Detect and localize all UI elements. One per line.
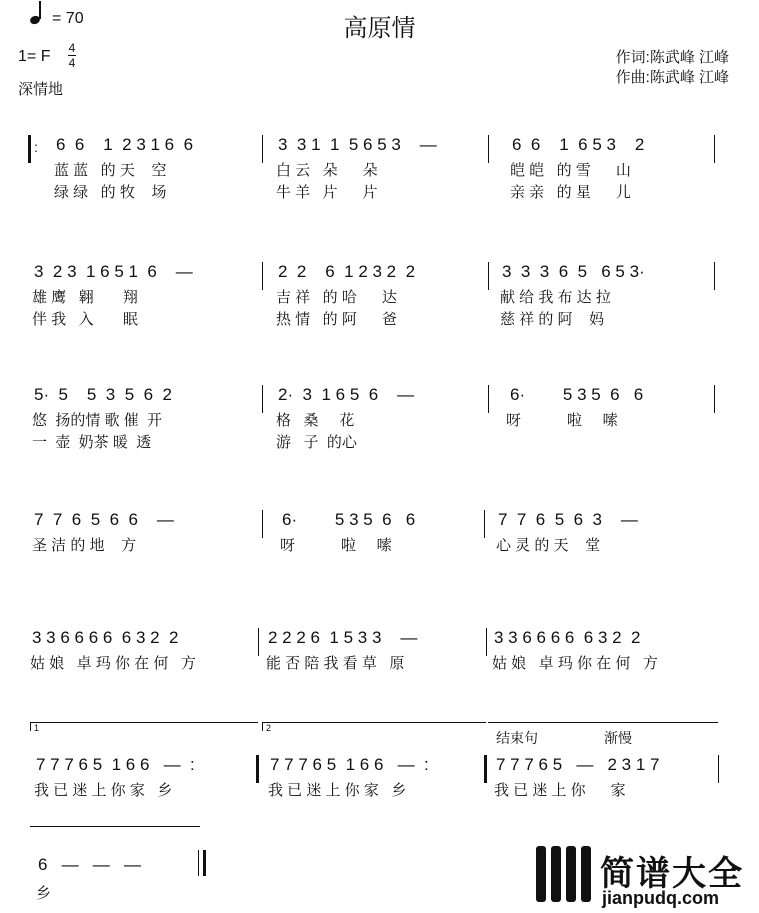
lyric-line-1: 皑 皑 的 雪 山	[510, 162, 631, 179]
lyric-line-2: 伴 我 入 眠	[32, 311, 138, 328]
final-barline-thin	[198, 850, 199, 876]
barline	[714, 135, 715, 163]
measure-4-notes: 3 2 3 1 6 5 1 6 —	[34, 262, 193, 281]
barline	[488, 135, 489, 163]
time-signature-top: 4	[68, 41, 76, 55]
lyric-line-1: 格 桑 花	[276, 412, 355, 429]
tempo-value: = 70	[52, 10, 84, 27]
final-barline-thick	[203, 850, 206, 876]
lyric-line-1: 我 已 迷 上 你 家 乡	[268, 782, 407, 799]
lyric-line-2: 一 壶 奶茶 暖 透	[32, 434, 152, 451]
score-row-3	[0, 385, 759, 495]
lyric-line-2: 绿 绿 的 牧 场	[54, 184, 167, 201]
measure-10-notes: 7 7 6 5 6 6 —	[34, 510, 174, 529]
ending-label: 结束句	[496, 731, 538, 747]
expression-marking: 深情地	[18, 81, 64, 98]
measure-12-notes: 7 7 6 5 6 3 —	[498, 510, 638, 529]
score-row-2	[0, 262, 759, 372]
lyric-line-1: 心 灵 的 天 堂	[496, 537, 601, 554]
piano-key	[566, 846, 576, 902]
lyric-line-1: 我 已 迷 上 你 家	[494, 782, 626, 799]
lyric-line-1: 姑 娘 卓 玛 你 在 何 方	[492, 655, 658, 672]
barline	[262, 385, 263, 413]
volta-first: 1	[30, 722, 258, 731]
barline	[488, 262, 489, 290]
measure-11-notes: 6· 5 3 5 6 6	[282, 510, 416, 529]
barline	[718, 755, 719, 783]
score-row-4	[0, 510, 759, 620]
lyric-line-1: 白 云 朵 朵	[276, 162, 378, 179]
lyric-line-1: 圣 洁 的 地 方	[32, 537, 137, 554]
piano-keys-icon	[536, 846, 592, 902]
composer-credit: 作曲:陈武峰 江峰	[615, 69, 729, 86]
final-lyric: 乡	[36, 885, 52, 902]
ritard-label: 渐慢	[604, 731, 632, 747]
barline	[714, 262, 715, 290]
lyric-line-2: 慈 祥 的 阿 妈	[500, 311, 605, 328]
final-measure-notes: 6 — — —	[38, 855, 141, 874]
site-logo	[536, 846, 756, 910]
time-signature-bottom: 4	[68, 56, 76, 70]
lyric-line-2: 游 子 的心	[276, 434, 357, 451]
lyric-line-1: 吉 祥 的 哈 达	[276, 289, 397, 306]
measure-14-notes: 2 2 2 6 1 5 3 3 —	[268, 628, 418, 647]
volta-second: 2	[262, 722, 486, 731]
measure-5-notes: 2 2 6 1 2 3 2 2	[278, 262, 416, 281]
measure-7-notes: 5· 5 5 3 5 6 2	[34, 385, 172, 404]
logo-url: jianpudq.com	[602, 888, 719, 908]
time-signature	[68, 42, 76, 69]
measure-18-notes: 7 7 7 6 5 — 2 3 1 7	[496, 755, 660, 774]
barline	[484, 510, 485, 538]
lyric-line-1: 呀 啦 嗦	[280, 537, 392, 554]
barline	[488, 385, 489, 413]
lyric-line-1: 姑 娘 卓 玛 你 在 何 方	[30, 655, 196, 672]
lyric-line-1: 悠 扬的情 歌 催 开	[32, 412, 163, 429]
tempo-marking	[52, 10, 84, 28]
coda-bracket	[488, 722, 718, 723]
piano-key	[581, 846, 591, 902]
repeat-end-barline	[484, 755, 487, 783]
measure-1-notes: 6 6 1 2 3 1 6 6	[56, 135, 194, 154]
measure-16-notes: 7 7 7 6 5 1 6 6 — :	[36, 755, 195, 774]
repeat-dots: :	[34, 139, 38, 155]
lyric-line-1: 蓝 蓝 的 天 空	[54, 162, 167, 179]
barline	[486, 628, 487, 656]
lyric-line-1: 呀 啦 嗦	[506, 412, 618, 429]
measure-8-notes: 2· 3 1 6 5 6 —	[278, 385, 415, 404]
page-title: 高原情	[343, 15, 416, 42]
measure-17-notes: 7 7 7 6 5 1 6 6 — :	[270, 755, 429, 774]
measure-13-notes: 3 3 6 6 6 6 6 3 2 2	[32, 628, 179, 647]
barline	[262, 135, 263, 163]
repeat-start-barline	[28, 135, 31, 163]
lyric-line-2: 牛 羊 片 片	[276, 184, 378, 201]
piano-key	[536, 846, 546, 902]
quarter-note-stem	[39, 1, 41, 19]
measure-9-notes: 6· 5 3 5 6 6	[510, 385, 644, 404]
final-bracket	[30, 826, 200, 827]
barline	[262, 262, 263, 290]
lyric-line-1: 献 给 我 布 达 拉	[500, 289, 611, 306]
lyricist-credit: 作词:陈武峰 江峰	[615, 49, 729, 66]
lyric-line-1: 能 否 陪 我 看 草 原	[266, 655, 405, 672]
key-signature: 1= F	[18, 48, 51, 65]
lyric-line-1: 雄 鹰 翱 翔	[32, 289, 138, 306]
barline	[258, 628, 259, 656]
lyric-line-2: 热 情 的 阿 爸	[276, 311, 397, 328]
piano-key	[551, 846, 561, 902]
barline	[714, 385, 715, 413]
measure-3-notes: 6 6 1 6 5 3 2	[512, 135, 645, 154]
measure-6-notes: 3 3 3 6 5 6 5 3·	[502, 262, 645, 281]
logo-name: 简谱大全	[600, 855, 744, 893]
lyric-line-2: 亲 亲 的 星 儿	[510, 184, 631, 201]
repeat-end-barline	[256, 755, 259, 783]
score-row-1	[0, 135, 759, 245]
measure-2-notes: 3 3 1 1 5 6 5 3 —	[278, 135, 437, 154]
lyric-line-1: 我 已 迷 上 你 家 乡	[34, 782, 173, 799]
barline	[262, 510, 263, 538]
measure-15-notes: 3 3 6 6 6 6 6 3 2 2	[494, 628, 641, 647]
